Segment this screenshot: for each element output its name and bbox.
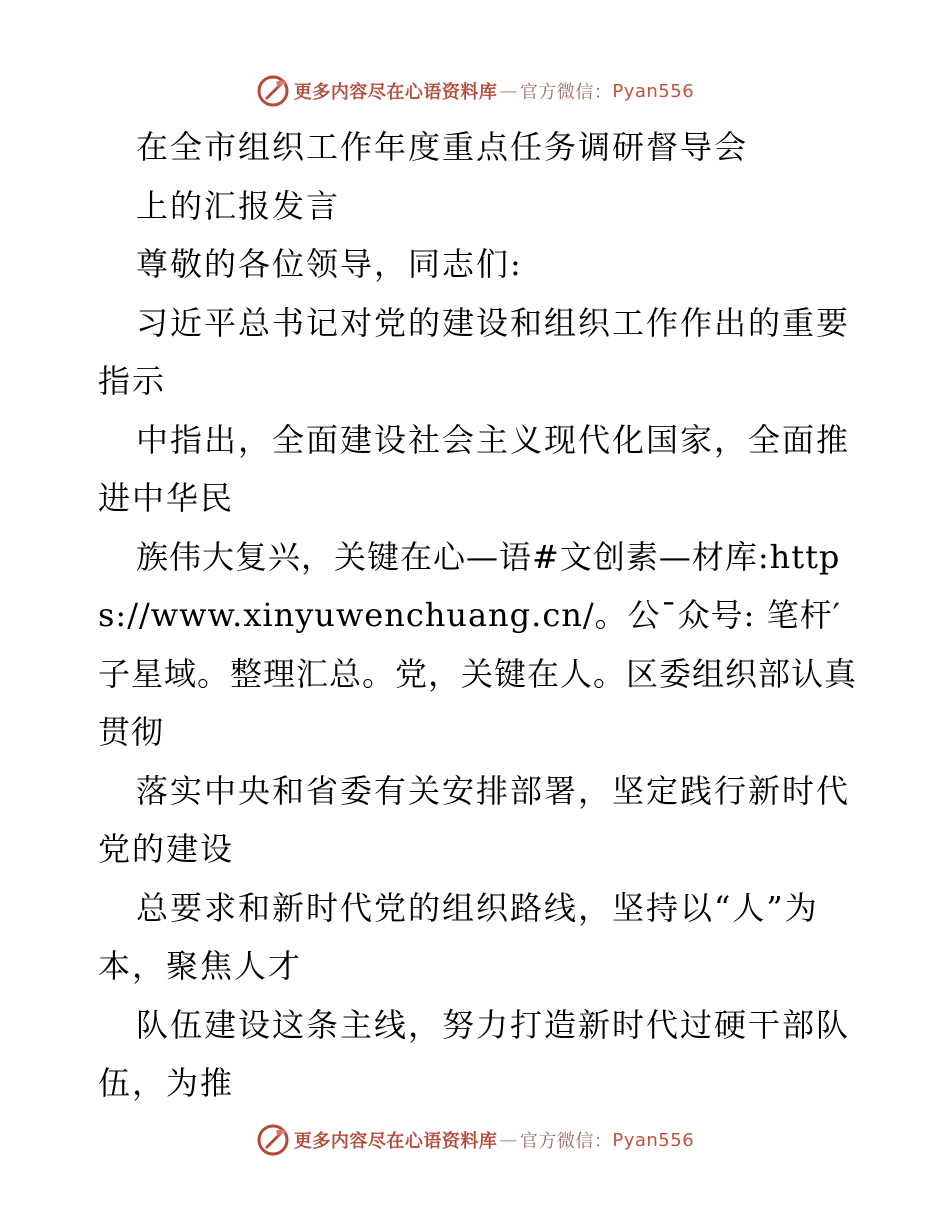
watermark-id: Pyan556 xyxy=(612,1129,695,1151)
quill-circle-logo-icon xyxy=(256,74,290,108)
watermark-dash: — xyxy=(499,1129,518,1151)
watermark-text: 更多内容尽在心语资料库 xyxy=(293,82,498,103)
paragraph-5: 族伟大复兴，关键在心—语#文创素—材库:https://www.xinyuwenchuang.cn/。公¯众号: 笔杆′子星域。整理汇总。党，关键在人。区委组织部认真贯彻 xyxy=(98,537,858,751)
watermark-dash: — xyxy=(499,80,518,102)
quill-circle-logo-icon xyxy=(256,1123,290,1157)
paragraph-title-line-1: 在全市组织工作年度重点任务调研督导会 xyxy=(136,128,749,166)
paragraph-3: 习近平总书记对党的建设和组织工作作出的重要指示 xyxy=(98,303,851,400)
paragraph-7: 总要求和新时代党的组织路线，坚持以“人”为本，聚焦人才 xyxy=(98,888,819,985)
paragraph-8: 队伍建设这条主线，努力打造新时代过硬干部队伍，为推 xyxy=(98,1005,851,1102)
paragraph-6: 落实中央和省委有关安排部署，坚定践行新时代党的建设 xyxy=(98,771,851,868)
watermark-footer xyxy=(0,1120,950,1160)
paragraph-4: 中指出，全面建设社会主义现代化国家，全面推进中华民 xyxy=(98,420,851,517)
document-body xyxy=(98,118,858,1113)
watermark-label: 官方微信： xyxy=(519,82,613,103)
paragraph-salutation: 尊敬的各位领导，同志们: xyxy=(136,245,523,283)
watermark-label: 官方微信： xyxy=(519,1131,613,1152)
paragraph-title-line-2: 上的汇报发言 xyxy=(136,186,341,225)
watermark-header xyxy=(0,71,950,111)
watermark-id: Pyan556 xyxy=(612,80,695,102)
watermark-text: 更多内容尽在心语资料库 xyxy=(293,1131,498,1152)
